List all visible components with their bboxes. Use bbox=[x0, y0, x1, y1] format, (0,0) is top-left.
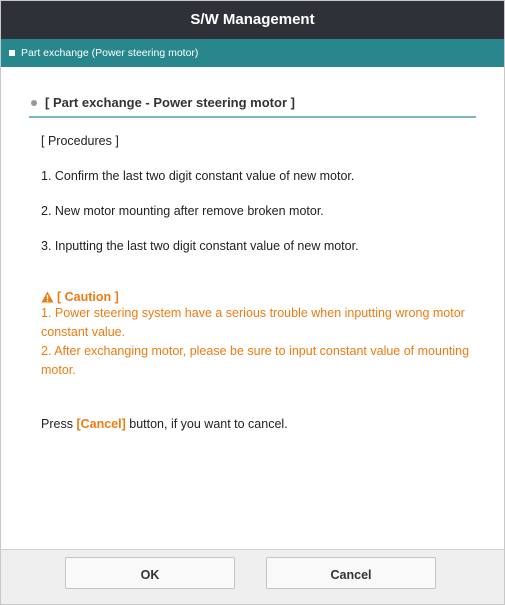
cancel-notice-prefix: Press bbox=[41, 417, 77, 431]
content-area bbox=[1, 67, 504, 550]
procedure-step-3: 3. Inputting the last two digit constant value of new motor. bbox=[41, 239, 359, 253]
square-icon bbox=[9, 50, 15, 56]
instructions-body bbox=[29, 132, 476, 433]
subheader-label: Part exchange (Power steering motor) bbox=[21, 47, 199, 59]
ok-button[interactable]: OK bbox=[65, 557, 235, 589]
window-title: S/W Management bbox=[1, 1, 504, 39]
cancel-notice bbox=[41, 415, 476, 433]
procedure-step-1: 1. Confirm the last two digit constant value of new motor. bbox=[41, 169, 355, 183]
cancel-notice-suffix: button, if you want to cancel. bbox=[125, 417, 288, 431]
caution-heading bbox=[41, 290, 476, 304]
bullet-dot-icon bbox=[31, 100, 37, 106]
cancel-button[interactable]: Cancel bbox=[266, 557, 436, 589]
button-footer bbox=[1, 549, 504, 604]
cancel-notice-highlight: [Cancel] bbox=[76, 417, 126, 431]
procedures-heading: [ Procedures ] bbox=[41, 134, 119, 148]
subheader-bar bbox=[1, 39, 504, 67]
procedure-step-2: 2. New motor mounting after remove broken motor. bbox=[41, 204, 324, 218]
caution-line-2: 2. After exchanging motor, please be sure to input constant value of mounting motor. bbox=[41, 344, 470, 377]
section-title bbox=[29, 95, 476, 118]
section-title-text: [ Part exchange - Power steering motor ] bbox=[45, 95, 295, 110]
warning-triangle-icon bbox=[41, 291, 54, 303]
caution-line-1: 1. Power steering system have a serious trouble when inputting wrong motor constant value. bbox=[41, 306, 465, 339]
caution-heading-text: [ Caution ] bbox=[57, 290, 119, 304]
